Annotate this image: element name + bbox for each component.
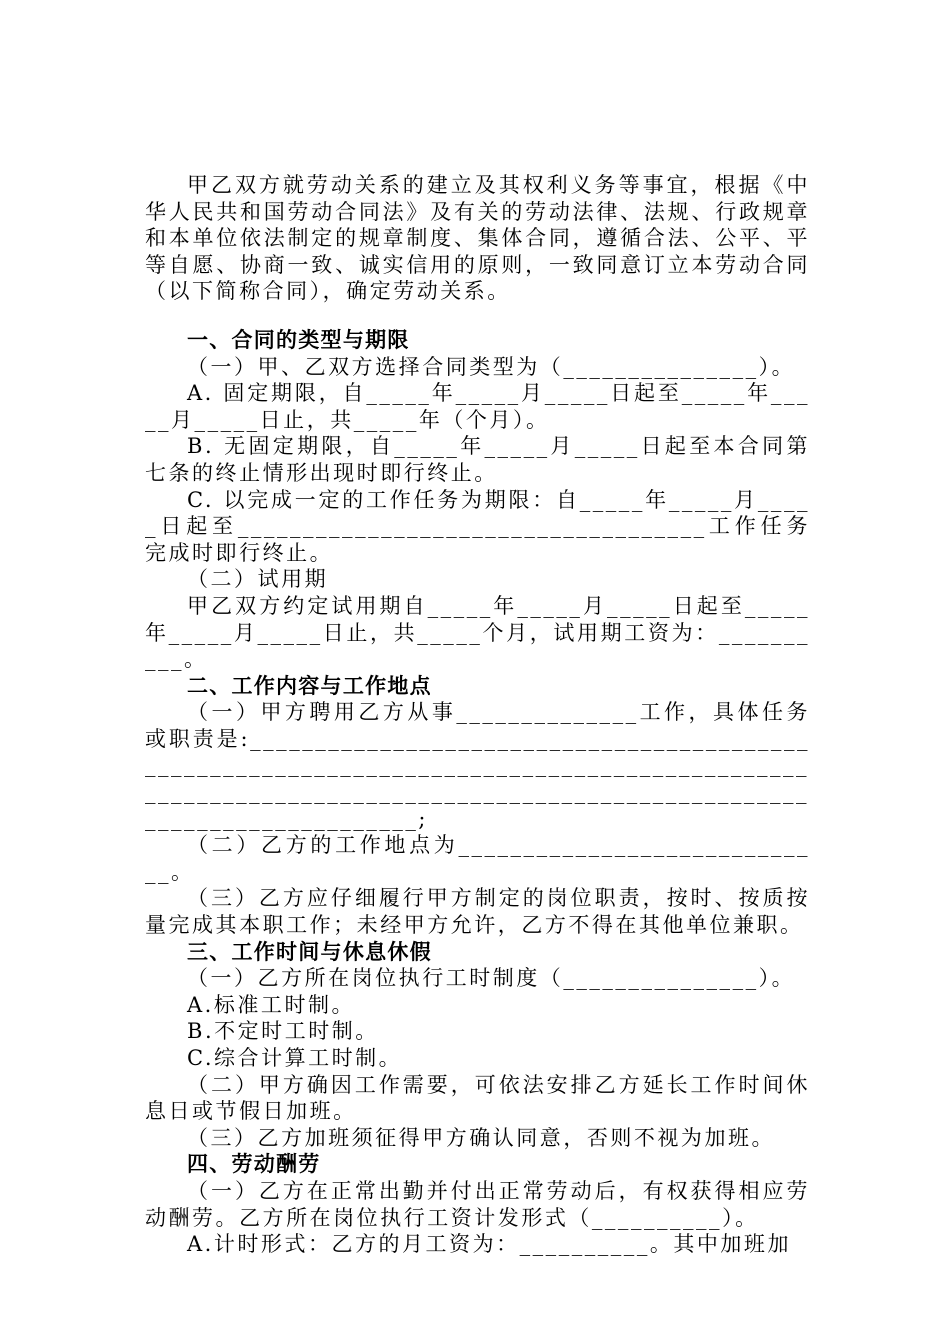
comprehensive-hours-option: C.综合计算工时制。: [187, 1046, 403, 1070]
overtime-approval-clause: （三）乙方加班须征得甲方确认同意，否则不视为加班。: [187, 1125, 775, 1150]
section-3-heading: 三、工作时间与休息休假: [187, 939, 432, 964]
probation-subheading: （二）试用期: [187, 567, 329, 592]
flexible-hours-option: B.不定时工时制。: [187, 1019, 379, 1044]
work-location-clause: （二）乙方的工作地点为_____________________________。: [145, 833, 810, 884]
overtime-arrangement-clause: （二）甲方确因工作需要，可依法安排乙方延长工作时间休息日或节假日加班。: [145, 1072, 810, 1124]
section-2-heading: 二、工作内容与工作地点: [187, 673, 432, 698]
probation-clause: 甲乙双方约定试用期自_____年_____月_____日起至_____年_____月_____日止，共_____个月，试用期工资为：__________。: [145, 593, 810, 672]
section-4-heading: 四、劳动酬劳: [187, 1152, 321, 1177]
contract-document: [145, 172, 810, 1258]
open-term-option: B. 无固定期限，自_____年_____月_____日起至本合同第七条的终止情形出现时即行终止。: [145, 434, 810, 485]
working-hours-clause: （一）乙方所在岗位执行工时制度（_______________）。: [187, 966, 796, 991]
duty-compliance-clause: （三）乙方应仔细履行甲方制定的岗位职责，按时、按质按量完成其本职工作；未经甲方允许，乙方不得在其他单位兼职。: [145, 886, 810, 938]
standard-hours-option: A.标准工时制。: [187, 992, 356, 1017]
fixed-term-option: A. 固定期限，自_____年_____月_____日起至_____年_____月_____日止，共_____年（个月）。: [145, 381, 810, 432]
remuneration-clause: （一）乙方在正常出勤并付出正常劳动后，有权获得相应劳动酬劳。乙方所在岗位执行工资计发形式（__________）。: [145, 1178, 810, 1230]
job-duties-clause: （一）甲方聘用乙方从事______________工作，具体任务或职责是:______________________________________________________________________________________________________________________________________________________________________;: [145, 700, 810, 831]
task-term-option: C. 以完成一定的工作任务为期限：自_____年_____月_____日起至____________________________________工作任务完成时即行终止。: [145, 487, 810, 565]
section-1-heading: 一、合同的类型与期限: [187, 327, 410, 352]
hourly-pay-option: A.计时形式：乙方的月工资为：__________。其中加班加: [187, 1232, 791, 1257]
contract-type-clause: （一）甲、乙双方选择合同类型为（_______________）。: [187, 354, 796, 379]
intro-paragraph: 甲乙双方就劳动关系的建立及其权利义务等事宜，根据《中华人民共和国劳动合同法》及有关的劳动法律、法规、行政规章和本单位依法制定的规章制度、集体合同，遵循合法、公平、平等自愿、协商一致、诚实信用的原则，一致同意订立本劳动合同（以下简称合同），确定劳动关系。: [145, 173, 810, 304]
